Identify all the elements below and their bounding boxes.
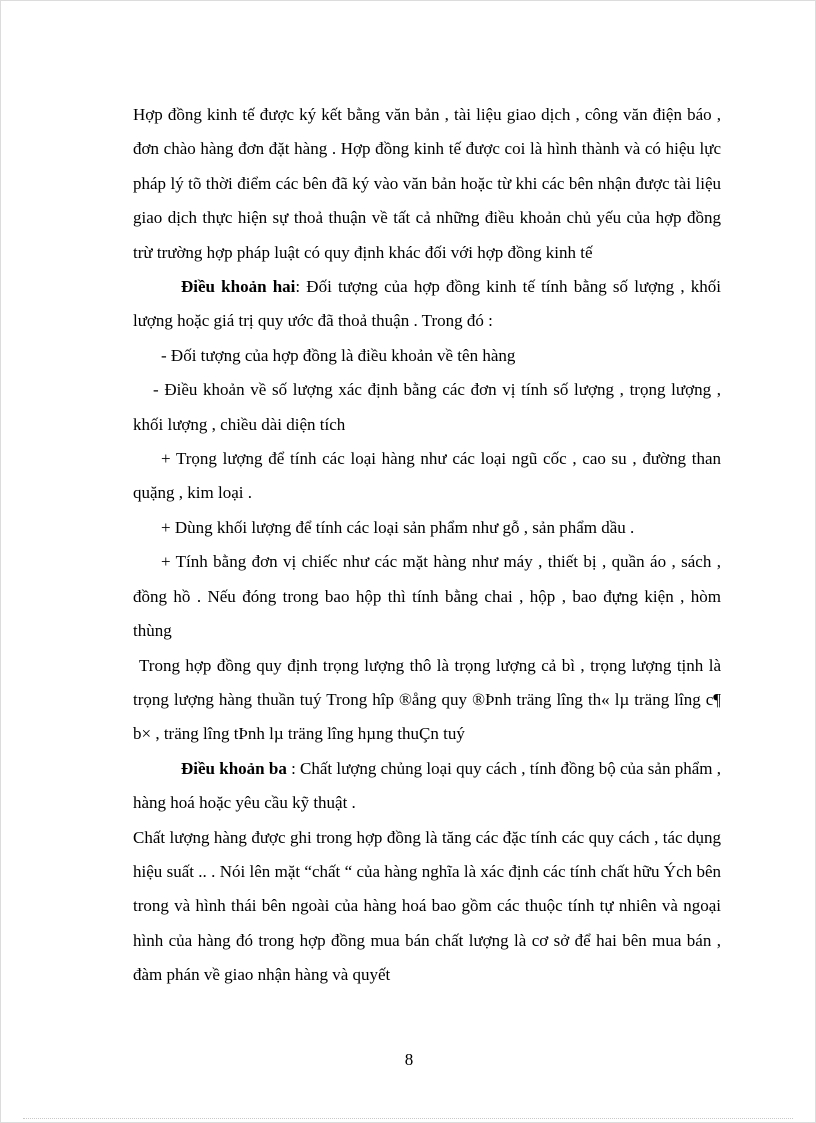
paragraph-7: + Tính bằng đơn vị chiếc như các mặt hàng như máy , thiết bị , quần áo , sách , đồng hồ . Nếu đóng trong bao hộp thì tính bằng chai , hộp , bao đựng kiện , hòm thùng <box>133 552 721 641</box>
heading-dieu-khoan-ba: Điều khoản ba <box>181 758 287 778</box>
paragraph-3: - Đối tượng của hợp đồng là điều khoản về tên hàng <box>161 345 516 365</box>
paragraph-6: + Dùng khối lượng để tính các loại sản phẩm như gỗ , sản phẩm dầu . <box>161 517 635 537</box>
paragraph-10: Chất lượng hàng được ghi trong hợp đồng là tăng các đặc tính các quy cách , tác dụng hiệu suất .. . Nói lên mặt “chất “ của hàng nghĩa là xác định các tính chất hữu Ých bên trong và hình thái bên ngoài của hàng hoá bao gồm các thuộc tính tự nhiên và ngoại hình của hàng đó trong hợp đồng mua bán chất lượng là cơ sở để hai bên mua bán , đàm phán về giao nhận hàng và quyết <box>133 827 721 985</box>
paragraph-4: - Điều khoản về số lượng xác định bằng các đơn vị tính số lượng , trọng lượng , khối lượng , chiều dài diện tích <box>133 380 721 434</box>
paragraph-1: Hợp đồng kinh tế được ký kết bằng văn bản , tài liệu giao dịch , công văn điện báo , đơn chào hàng đơn đặt hàng . Hợp đồng kinh tế được coi là hình thành và có hiệu lực pháp lý tõ thời điểm các bên đã ký vào văn bản hoặc từ khi các bên nhận được tài liệu giao dịch thực hiện sự thoả thuận về tất cả những điều khoản chủ yếu của hợp đồng trừ trường hợp pháp luật có quy định khác đối với hợp đồng kinh tế <box>133 105 721 262</box>
paragraph-5: + Trọng lượng để tính các loại hàng như các loại ngũ cốc , cao su , đường than quặng , kim loại . <box>133 449 721 503</box>
paragraph-2-text: : Đối tượng của hợp đồng kinh tế tính bằng số lượng , khối lượng hoặc giá trị quy ước đã thoả thuận . Trong đó : <box>133 277 721 331</box>
paragraph-9 <box>133 752 721 821</box>
heading-dieu-khoan-hai: Điều khoản hai <box>181 277 296 297</box>
paragraph-9-text: : Chất lượng chủng loại quy cách , tính đồng bộ của sản phẩm , hàng hoá hoặc yêu cầu kỹ thuật . <box>133 758 721 813</box>
body-text <box>133 98 721 993</box>
paragraph-2 <box>133 270 721 339</box>
page-number: 8 <box>404 1050 414 1069</box>
paragraph-8: Trong hợp đồng quy định trọng lượng thô là trọng lượng cả bì , trọng lượng tịnh là trọng lượng hàng thuần tuý Trong hîp ®ång quy ®Þnh träng lîng th« lµ träng lîng c¶ b× , träng lîng tÞnh lµ träng lîng hµng thuÇn tuý <box>133 655 721 744</box>
footer-divider <box>23 1118 793 1119</box>
